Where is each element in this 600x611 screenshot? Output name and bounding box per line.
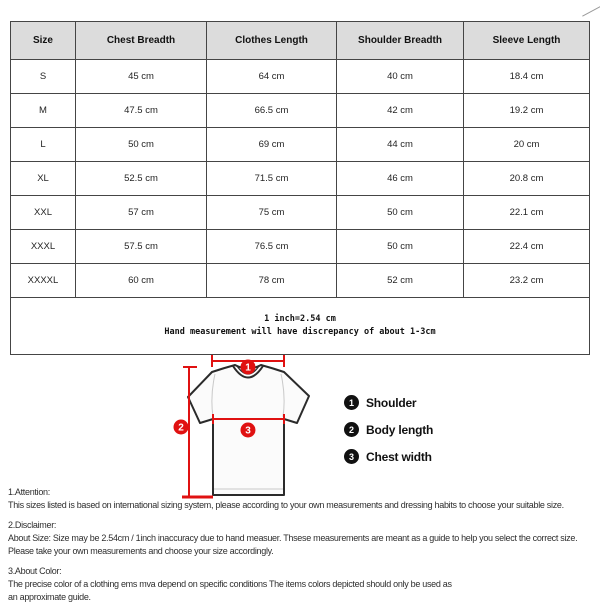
cell-chest: 57.5 cm	[76, 230, 207, 264]
cell-shoulder: 50 cm	[337, 230, 464, 264]
note-hand-measurement: Hand measurement will have discrepancy of about 1-3cm	[164, 327, 436, 337]
cell-size: M	[11, 94, 76, 128]
cell-shoulder: 52 cm	[337, 264, 464, 298]
cell-clothes-length: 69 cm	[207, 128, 337, 162]
col-header-sleeve: Sleeve Length	[464, 22, 590, 60]
attention-title: 1.Attention:	[8, 487, 50, 497]
cell-size: XXXXL	[11, 264, 76, 298]
corner-artifact	[582, 4, 600, 16]
cell-chest: 45 cm	[76, 60, 207, 94]
cell-sleeve: 22.4 cm	[464, 230, 590, 264]
cell-shoulder: 50 cm	[337, 196, 464, 230]
cell-shoulder: 46 cm	[337, 162, 464, 196]
cell-sleeve: 20.8 cm	[464, 162, 590, 196]
table-row	[11, 264, 590, 298]
col-header-clothes-length: Clothes Length	[207, 22, 337, 60]
cell-shoulder: 42 cm	[337, 94, 464, 128]
size-chart-header	[11, 22, 590, 60]
table-row	[11, 230, 590, 264]
measurement-note	[11, 298, 590, 355]
circled-2-icon: 2	[344, 422, 359, 437]
cell-clothes-length: 64 cm	[207, 60, 337, 94]
cell-chest: 47.5 cm	[76, 94, 207, 128]
about-color-text-line1: The precise color of a clothing ems mva depend on specific conditions The items colors depicted should only be used as	[8, 579, 452, 589]
legend-item-chest-width	[344, 448, 433, 465]
legend-label: Shoulder	[366, 395, 417, 410]
marker-3-number: 3	[245, 425, 251, 437]
marker-1-number: 1	[245, 362, 251, 374]
disclaimer-section	[8, 519, 598, 558]
cell-clothes-length: 75 cm	[207, 196, 337, 230]
legend-label: Chest width	[366, 449, 432, 464]
circled-3-icon: 3	[344, 449, 359, 464]
note-inch-conversion: 1 inch=2.54 cm	[264, 314, 336, 324]
header-row	[11, 22, 590, 60]
legend-label: Body length	[366, 422, 434, 437]
table-note-row	[11, 298, 590, 355]
diagram-legend	[344, 394, 433, 475]
col-header-size: Size	[11, 22, 76, 60]
cell-chest: 60 cm	[76, 264, 207, 298]
circled-1-icon: 1	[344, 395, 359, 410]
cell-chest: 50 cm	[76, 128, 207, 162]
cell-shoulder: 40 cm	[337, 60, 464, 94]
table-row	[11, 128, 590, 162]
legend-item-shoulder	[344, 394, 433, 411]
attention-text: This sizes listed is based on international sizing system, please according to your own measurements and dressing habits to choose your suitable size.	[8, 500, 564, 510]
col-header-shoulder: Shoulder Breadth	[337, 22, 464, 60]
cell-size: S	[11, 60, 76, 94]
disclaimer-text-line2: Please take your own measurements and choose your size accordingly.	[8, 546, 274, 556]
disclaimer-title: 2.Disclaimer:	[8, 520, 57, 530]
footnotes	[8, 486, 598, 611]
cell-shoulder: 44 cm	[337, 128, 464, 162]
disclaimer-text-line1: About Size: Size may be 2.54cm / 1inch inaccuracy due to hand measuer. Thsese measurements are meant as a guide to help you select the correct size.	[8, 533, 578, 543]
cell-chest: 52.5 cm	[76, 162, 207, 196]
cell-sleeve: 23.2 cm	[464, 264, 590, 298]
cell-clothes-length: 78 cm	[207, 264, 337, 298]
table-row	[11, 196, 590, 230]
about-color-text-line2: an approximate guide.	[8, 592, 91, 602]
table-row	[11, 60, 590, 94]
cell-size: XL	[11, 162, 76, 196]
cell-sleeve: 18.4 cm	[464, 60, 590, 94]
cell-size: XXL	[11, 196, 76, 230]
cell-clothes-length: 71.5 cm	[207, 162, 337, 196]
size-chart-table	[10, 21, 590, 355]
about-color-title: 3.About Color:	[8, 566, 62, 576]
col-header-chest: Chest Breadth	[76, 22, 207, 60]
cell-chest: 57 cm	[76, 196, 207, 230]
about-color-section	[8, 565, 598, 604]
cell-sleeve: 20 cm	[464, 128, 590, 162]
cell-sleeve: 22.1 cm	[464, 196, 590, 230]
table-row	[11, 94, 590, 128]
cell-size: XXXL	[11, 230, 76, 264]
legend-item-body-length	[344, 421, 433, 438]
cell-sleeve: 19.2 cm	[464, 94, 590, 128]
attention-section	[8, 486, 598, 512]
table-row	[11, 162, 590, 196]
marker-2-number: 2	[178, 422, 184, 434]
cell-clothes-length: 66.5 cm	[207, 94, 337, 128]
cell-clothes-length: 76.5 cm	[207, 230, 337, 264]
cell-size: L	[11, 128, 76, 162]
